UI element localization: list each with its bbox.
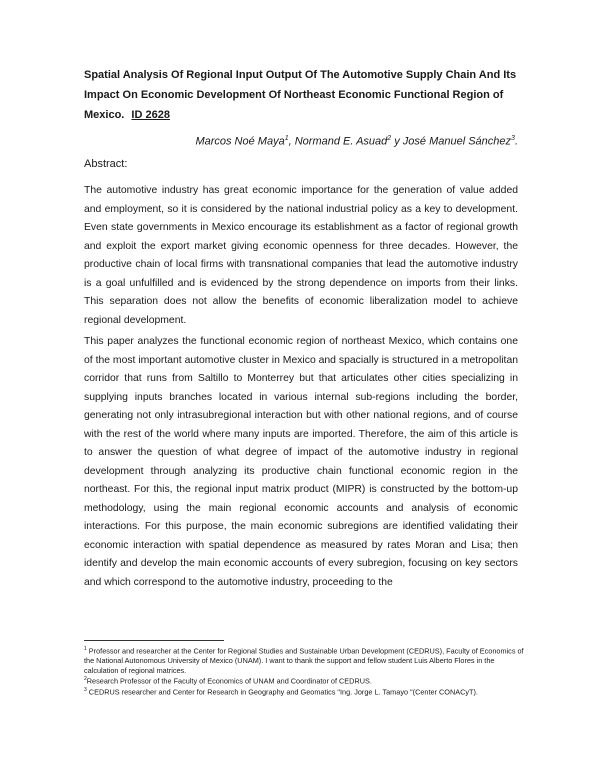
footnote-mark: 1 bbox=[84, 646, 87, 652]
author-name: José Manuel Sánchez bbox=[402, 135, 512, 148]
footnote-mark: 3 bbox=[84, 687, 87, 694]
abstract-paragraph: This paper analyzes the functional economic region of northeast Mexico, which contains one of the most important automotive cluster in Mexico and spacially is structured in a metropolitan corridor that runs from Saltillo to Monterrey but that articulates other cities specializing in supplying inputs branches located in various internal sub-regions including the border, generating not only intrasubregional interaction but with other national regions, and of course with the rest of the world where many inputs are imported. Therefore, the aim of this article is to answer the question of what degree of impact of the automotive industry in regional development through analyzing its productive chain functional economic region in the northeast. For this, the regional input matrix product (MIPR) is constructed by the bottom-up methodology, using the main regional economic accounts and analysis of economic interactions. For this purpose, the main economic subregions are identified validating their economic interaction with spatial dependence as measured by rates Moran and Lisa; then identify and develop the main economic accounts of every subregion, focusing on key sectors and which correspond to the automotive industry, proceeding to the bbox=[84, 336, 518, 588]
author-footnote-mark: 2 bbox=[387, 135, 392, 142]
footnote-text: Professor and researcher at the Center for Regional Studies and Sustainable Urban Development (CEDRUS), Faculty of Economics of the National Autonomous University of Mexico (UNAM). I want to thank the support and fellow student Luis Alberto Flores in the calculation of regional matrices. bbox=[84, 646, 524, 675]
author-footnote-mark: 1 bbox=[284, 135, 289, 142]
footnote bbox=[84, 686, 524, 697]
abstract-paragraph: The automotive industry has great economic importance for the generation of value added and employment, so it is considered by the national industrial policy as a key to development. Even state governments in Mexico encourage its establishment as a factor of regional growth and exploit the export market giving economic openness for three decades. However, the productive chain of local firms with transnational companies that lead the automotive industry is a goal unfulfilled and is evidenced by the strong dependence on imports from their links. This separation does not allow the benefits of economic liberalization model to achieve regional development. bbox=[84, 185, 518, 326]
author-separator: , bbox=[288, 135, 295, 148]
paper-title-block bbox=[84, 65, 524, 125]
footnote-text: CEDRUS researcher and Center for Research in Geography and Geomatics "Ing. Jorge L. Tamayo "(Center CONACyT). bbox=[86, 687, 478, 697]
author-separator: . bbox=[514, 135, 518, 148]
author-name: Marcos Noé Maya bbox=[195, 135, 285, 148]
footnote bbox=[84, 675, 524, 686]
footnotes bbox=[84, 645, 524, 697]
footnote-mark: 2 bbox=[84, 676, 87, 683]
footnote-text: Research Professor of the Faculty of Economics of UNAM and Coordinator of CEDRUS. bbox=[86, 676, 372, 686]
footnote bbox=[84, 645, 524, 675]
author-name: Normand E. Asuad bbox=[294, 135, 388, 148]
abstract-heading: Abstract: bbox=[84, 158, 128, 170]
author-line bbox=[84, 131, 518, 150]
footnote-divider bbox=[84, 640, 224, 641]
paper-title: Spatial Analysis Of Regional Input Output Of The Automotive Supply Chain And Its Impact On Economic Development Of Northeast Economic Functional Region of Mexico. bbox=[84, 69, 517, 121]
author-separator: y bbox=[391, 135, 403, 148]
author-footnote-mark: 3 bbox=[511, 135, 515, 142]
paper-id-label: ID 2628 bbox=[131, 109, 170, 121]
